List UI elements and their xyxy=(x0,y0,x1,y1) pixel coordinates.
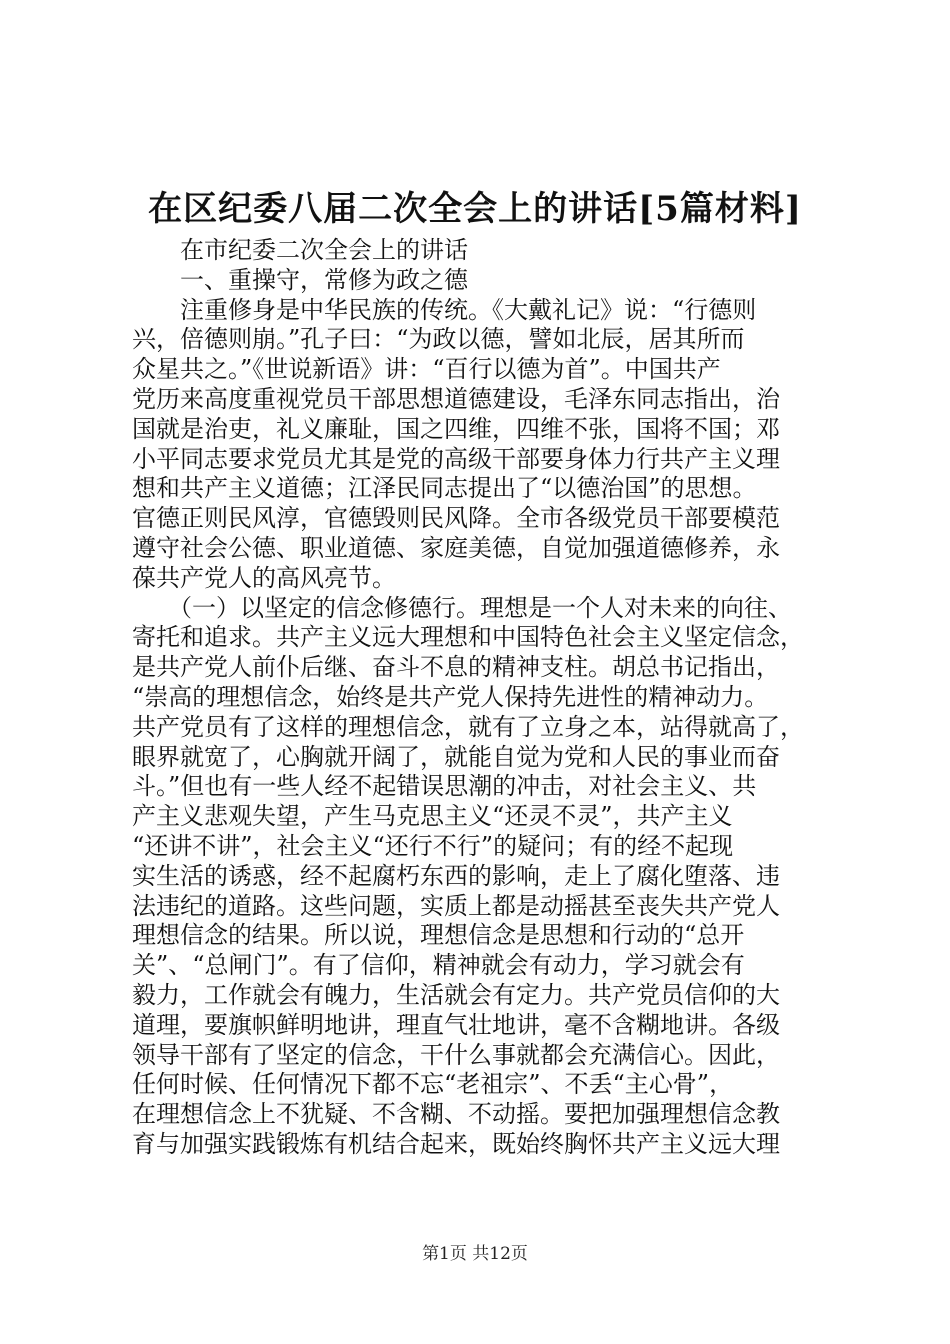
paragraph-line: 共产党员有了这样的理想信念，就有了立身之本，站得就高了， xyxy=(132,712,804,741)
paragraph-line: 斗。”但也有一些人经不起错误思潮的冲击，对社会主义、共 xyxy=(132,772,757,801)
paragraph-1 xyxy=(132,296,832,594)
paragraph-line: “崇高的理想信念，始终是共产党人保持先进性的精神动力。 xyxy=(132,682,769,711)
speech-subtitle: 在市纪委二次全会上的讲话 xyxy=(180,236,468,264)
paragraph-line: 关”、“总闸门”。有了信仰，精神就会有动力，学习就会有 xyxy=(132,951,745,980)
paragraph-line: 是共产党人前仆后继、奋斗不息的精神支柱。胡总书记指出， xyxy=(132,653,780,682)
paragraph-line: 产主义悲观失望，产生马克思主义“还灵不灵”，共产主义 xyxy=(132,802,733,831)
paragraph-line: 实生活的诱惑，经不起腐朽东西的影响，走上了腐化堕落、违 xyxy=(132,861,780,890)
document-body xyxy=(132,236,832,1160)
paragraph-line: 领导干部有了坚定的信念，干什么事就都会充满信心。因此， xyxy=(132,1040,780,1069)
paragraph-line: “还讲不讲”，社会主义“还行不行”的疑问；有的经不起现 xyxy=(132,831,734,860)
paragraph-line: 毅力，工作就会有魄力，生活就会有定力。共产党员信仰的大 xyxy=(132,980,780,1009)
paragraph-line: 道理，要旗帜鲜明地讲，理直气壮地讲，毫不含糊地讲。各级 xyxy=(132,1010,780,1039)
paragraph-line: 官德正则民风淳，官德毁则民风降。全市各级党员干部要模范 xyxy=(132,504,780,533)
section-heading: 一、重操守，常修为政之德 xyxy=(180,265,468,294)
paragraph-line: 在理想信念上不犹疑、不含糊、不动摇。要把加强理想信念教 xyxy=(132,1100,780,1129)
paragraph-2 xyxy=(132,594,832,1160)
paragraph-line: 众星共之。”《世说新语》讲：“百行以德为首”。中国共产 xyxy=(132,355,721,384)
paragraph-line: 育与加强实践锻炼有机结合起来，既始终胸怀共产主义远大理 xyxy=(132,1129,780,1158)
paragraph-line: 葆共产党人的高风亮节。 xyxy=(132,563,396,592)
paragraph-line: 眼界就宽了，心胸就开阔了，就能自觉为党和人民的事业而奋 xyxy=(132,742,780,771)
paragraph-line: 法违纪的道路。这些问题，实质上都是动摇甚至丧失共产党人 xyxy=(132,891,780,920)
document-title: 在区纪委八届二次全会上的讲话[5篇材料] xyxy=(148,189,802,229)
paragraph-line: 遵守社会公德、职业道德、家庭美德，自觉加强道德修养，永 xyxy=(132,533,780,562)
paragraph-line: （一）以坚定的信念修德行。理想是一个人对未来的向往、 xyxy=(132,593,792,622)
paragraph-line: 任何时候、任何情况下都不忘“老祖宗”、不丢“主心骨”， xyxy=(132,1070,734,1099)
paragraph-line: 党历来高度重视党员干部思想道德建设，毛泽东同志指出，治 xyxy=(132,384,780,413)
paragraph-line: 理想信念的结果。所以说，理想信念是思想和行动的“总开 xyxy=(132,921,745,950)
paragraph-line: 想和共产主义道德；江泽民同志提出了“以德治国”的思想。 xyxy=(132,474,757,503)
paragraph-line: 国就是治吏，礼义廉耻，国之四维，四维不张，国将不国；邓 xyxy=(132,414,780,443)
page-footer: 第1页 共12页 xyxy=(422,1244,528,1264)
paragraph-line: 注重修身是中华民族的传统。《大戴礼记》说：“行德则 xyxy=(132,295,757,324)
paragraph-line: 兴，倍德则崩。”孔子曰：“为政以德，譬如北辰，居其所而 xyxy=(132,325,745,354)
paragraph-line: 寄托和追求。共产主义远大理想和中国特色社会主义坚定信念， xyxy=(132,623,804,652)
paragraph-line: 小平同志要求党员尤其是党的高级干部要身体力行共产主义理 xyxy=(132,444,780,473)
